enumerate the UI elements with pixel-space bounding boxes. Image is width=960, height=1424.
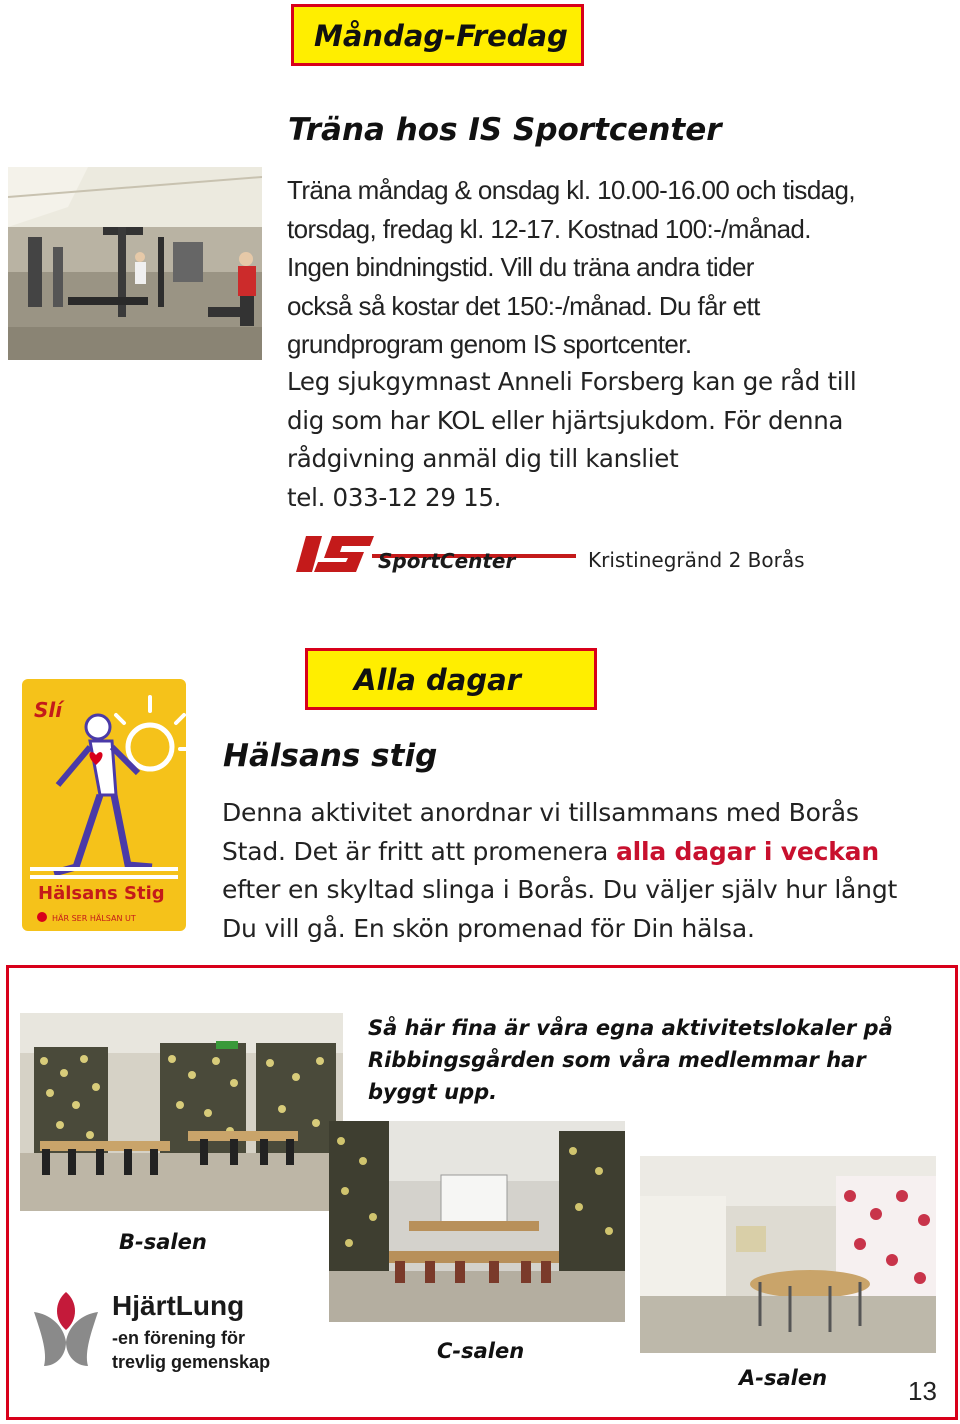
hjartlung-name: HjärtLung	[112, 1290, 245, 1321]
hjartlung-logo-icon	[30, 1290, 102, 1370]
rooms-intro-text	[368, 1012, 893, 1108]
c-salen-photo-image	[329, 1121, 625, 1322]
text-line: Ribbingsgården som våra medlemmar har	[368, 1048, 866, 1072]
halsans-stig-logo-image	[20, 677, 188, 933]
text-line: tel. 033-12 29 15.	[287, 482, 502, 512]
tagline-line: -en förening för	[112, 1328, 245, 1348]
text-line: också så kostar det 150:-/månad. Du får ett	[287, 290, 760, 321]
a-salen-photo	[640, 1156, 936, 1353]
text-line: efter en skyltad slinga i Borås. Du väljer själv hur långt	[222, 875, 898, 904]
highlight-alla-dagar: alla dagar i veckan	[615, 836, 879, 866]
tag-label: Alla dagar	[354, 663, 521, 697]
text-line: Så här fina är våra egna aktivitetslokaler på	[368, 1016, 893, 1040]
c-salen-photo	[329, 1121, 625, 1322]
tagline-line: trevlig gemenskap	[112, 1352, 271, 1372]
sportcenter-advice-text	[287, 363, 856, 517]
caption-c-salen: C-salen	[437, 1339, 525, 1363]
text-line: dig som har KOL eller hjärtsjukdom. För denna	[287, 405, 844, 435]
text-line: torsdag, fredag kl. 12-17. Kostnad 100:-/månad.	[287, 213, 811, 244]
is-sportcenter-logo	[292, 530, 580, 578]
b-salen-photo	[20, 1013, 343, 1211]
tag-alla-dagar	[305, 648, 597, 710]
svg-text:SportCenter: SportCenter	[378, 549, 516, 573]
text-line: Du vill gå. En skön promenad för Din hälsa.	[222, 913, 755, 943]
a-salen-photo-image	[640, 1156, 936, 1353]
sportcenter-address: Kristinegränd 2 Borås	[588, 548, 805, 572]
text-line: Ingen bindningstid. Vill du träna andra tider	[287, 252, 754, 282]
tag-mandag-fredag	[291, 4, 584, 66]
caption-a-salen: A-salen	[739, 1366, 828, 1390]
page-number: 13	[908, 1376, 937, 1406]
caption-b-salen: B-salen	[119, 1230, 207, 1254]
hjartlung-emblem	[30, 1290, 102, 1370]
text-line: Denna aktivitet anordnar vi tillsammans med Borås	[222, 798, 859, 827]
is-sportcenter-logo-image	[292, 530, 580, 578]
logo-sub-text: HÄR SER HÄLSAN UT	[52, 914, 136, 923]
halsans-stig-logo	[20, 677, 188, 933]
b-salen-photo-image	[20, 1013, 343, 1211]
text-line: rådgivning anmäl dig till kansliet	[287, 444, 679, 473]
logo-name-text: Hälsans Stig	[38, 883, 165, 904]
gym-photo	[8, 167, 262, 360]
section-title-halsans-stig: Hälsans stig	[223, 738, 438, 774]
text-line: grundprogram genom IS sportcenter.	[287, 329, 692, 359]
text-line: Leg sjukgymnast Anneli Forsberg kan ge råd till	[287, 367, 857, 396]
text-plain: Stad. Det är fritt att promenera	[222, 836, 616, 866]
text-line: byggt upp.	[368, 1080, 498, 1104]
text-line	[222, 833, 897, 872]
gym-photo-image	[8, 167, 262, 360]
text-line: Träna måndag & onsdag kl. 10.00-16.00 och tisdag,	[287, 175, 856, 205]
halsans-stig-description	[222, 794, 897, 948]
hjartlung-tagline	[112, 1326, 270, 1374]
sportcenter-hours-text	[287, 171, 855, 364]
logo-top-text: Slí	[34, 698, 63, 722]
section-title-sportcenter: Träna hos IS Sportcenter	[288, 112, 722, 148]
tag-label: Måndag-Fredag	[314, 19, 568, 53]
